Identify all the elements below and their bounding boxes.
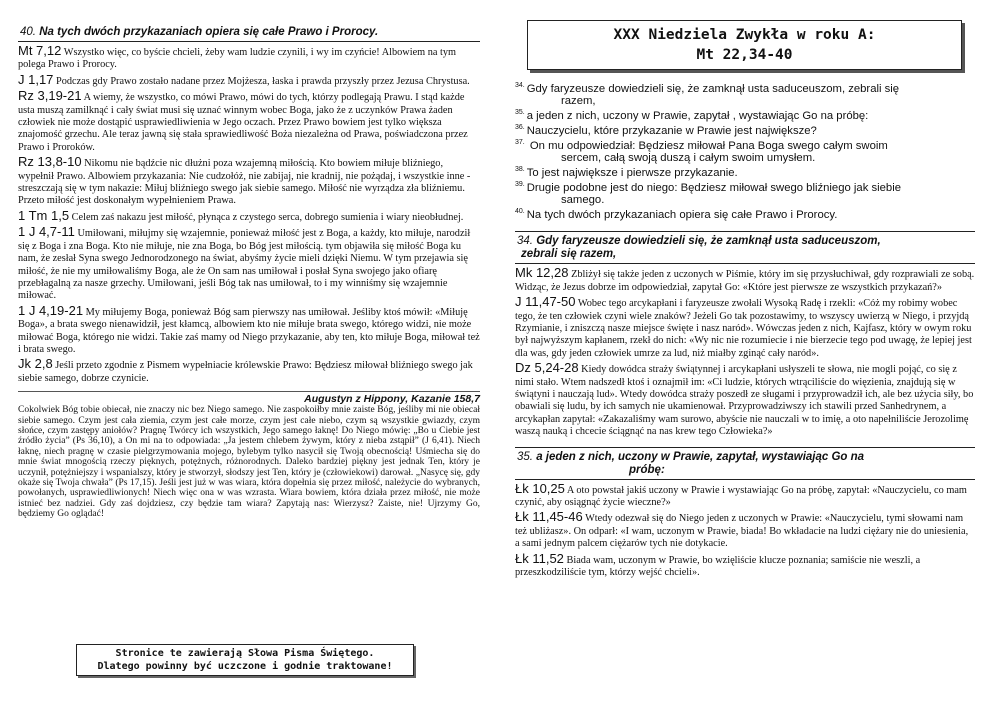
reference-citation: J 1,17	[18, 71, 54, 87]
verse-number: 37.	[515, 139, 525, 147]
reference-entry	[515, 511, 975, 550]
verse-number: 34.	[515, 82, 525, 89]
section-40-title: Na tych dwóch przykazaniach opiera się całe Prawo i Prorocy.	[39, 26, 379, 38]
gospel-verse	[515, 107, 975, 122]
verse-number: 40.	[515, 208, 525, 216]
verse-text: Gdy faryzeusze dowiedzieli się, że zamknął usta saduceuszom, zebrali się	[526, 82, 900, 95]
verse-continuation: sercem, całą swoją duszą i całym swoim umysłem.	[561, 152, 816, 165]
gospel-verses	[515, 80, 975, 221]
verse-text: On mu odpowiedział: Będziesz miłował Pana Boga swego całym swoim	[526, 139, 888, 152]
reference-text: Biada wam, uczonym w Prawie, bo wzięliście klucze poznania; samiście nie weszli, a przeszkodziliście tym, którzy wejść chcieli».	[515, 554, 921, 579]
verse-number: 39.	[515, 181, 525, 189]
reference-citation: Mk 12,28	[515, 265, 569, 281]
gospel-verse	[515, 179, 975, 206]
left-page	[18, 26, 480, 520]
reference-text: A wiemy, że wszystko, co mówi Prawo, mówi do tych, którzy podlegają Prawu. I stąd każde usta muszą zamilknąć i cały świat musi się uznać winnym wobec Boga, jako że z uczynków Prawa żaden człowiek nie może dostąpić usprawiedliwienia w Jego oczach. Przez Prawo bowiem jest tylko większa znajomość grzechu. Ale teraz jawną się stała sprawiedliwość Boża niezależna od Prawa, poświadczona przez Prawo i Proroków.	[18, 92, 468, 153]
reference-text: Jeśli przeto zgodnie z Pismem wypełniacie królewskie Prawo: Będziesz miłował bliźniego swego jak siebie samego, dobrze czynicie.	[18, 360, 473, 384]
verse-number: 35.	[515, 109, 525, 117]
reference-text: Umiłowani, miłujmy się wzajemnie, ponieważ miłość jest z Boga, a każdy, kto miłuje, narodził się z Boga i zna Boga. Kto nie miłuje, nie zna Boga, bo Bóg jest miłością. tym objawiła się miłość Boga ku nam, że zesłał Syna swego Jednorodzonego na świat, abyśmy życie mieli dzięki Niemu. W tym przejawia się miłość, że nie my umiłowaliśmy Boga, ale że On sam nas umiłował i posłał Syna swojego jako ofiarę przebłagalną za nasze grzechy. Umiłowani, jeśli Bóg tak nas umiłował, to i my winniśmy się wzajemnie miłować.	[18, 228, 471, 302]
section-35-heading	[515, 447, 975, 480]
reference-citation: J 11,47-50	[515, 294, 576, 310]
reference-text: Wobec tego arcykapłani i faryzeusze zwołali Wysoką Radę i rzekli: «Cóż my robimy wobec tego, że ten człowiek czyni wiele znaków? Jeżeli Go tak pozostawimy, to wszyscy uwierzą w Niego, i przyjdą Rzymianie, i zniszczą nasze miejsce święte i nasz naród». Wówczas jeden z nich, Kajfasz, który w owym roku był najwyższym kapłanem, rzekł do nich: «Wy nic nie rozumiecie i nie bierzecie tego pod uwagę, że lepiej jest dla was, gdy jeden człowiek umrze za lud, niż miałby zginąć cały naród».	[515, 298, 972, 359]
right-page	[515, 0, 975, 580]
gospel-verse	[515, 80, 975, 107]
reference-citation: Jk 2,8	[18, 356, 53, 372]
verse-continuation: razem,	[561, 94, 596, 107]
gospel-verse	[515, 206, 975, 221]
augustine-text: Cokolwiek Bóg tobie obiecał, nie znaczy nic bez Niego samego. Nie zaspokoiłby mnie zaiste Bóg, jeśliby mi nie obiecał siebie samego. Czym jest cała ziemia, czym jest całe morze, czym jest całe niebo, czym są wszystkie gwiazdy, czym słońce, czym zastępy aniołów? Pragnę Twórcy ich wszystkich, Jego samego łaknę! Do Niego mówię: „Bo u Ciebie jest źródło życia” (Ps 36,10), a On mi na to odpowiada: „Ja jestem chlebem żywym, który z nieba zstąpił” (J 6,41). Niech łaknę, niech pragnę w czasie pielgrzymowania mojego, bylebym tylko nasycił się Twoją obecnością! Uśmiecha się do mnie świat mnogością rzeczy pięknych, potężnych, różnorodnych. Daleko bardziej piękny jest jednak Ten, który je uczynił, potężniejszy i wspanialszy, który je stworzył, słodszy jest Ten, który je (człowiekowi) darował. „Nasycę się, gdy okaże się Twoja chwała” (Ps 17,15). Jeśli jest już w was wiara, która dopełnia się przez miłość, należycie do wybranych, powołanych, usprawiedliwionych! Niech więc ona w was wzrasta. Wiara bowiem, która działa przez miłość, nie może istnieć bez nadziei. Gdy zaś dojdziesz, czy będzie tam wiara? Zapytają nas: Wierzysz? Zaiste, nie! Ujrzymy Go, będziemy Go oglądać!	[18, 405, 480, 520]
augustine-heading: Augustyn z Hippony, Kazanie 158,7	[18, 391, 480, 405]
gospel-verse	[515, 122, 975, 137]
section-35-title-line-2: próbę:	[629, 463, 665, 476]
section-35-title-line-1: a jeden z nich, uczony w Prawie, zapytał, wystawiając Go na	[536, 450, 865, 463]
reference-citation: 1 Tm 1,5	[18, 207, 70, 223]
notice-line-1: Stronice te zawierają Słowa Pisma Świętego.	[115, 648, 375, 659]
section-34-reference-list	[515, 267, 975, 438]
title-line-1: XXX Niedziela Zwykła w roku A:	[613, 27, 876, 43]
section-40-heading	[18, 26, 480, 42]
reference-citation: Dz 5,24-28	[515, 360, 579, 376]
reference-citation: Łk 10,25	[515, 480, 565, 496]
reference-text: Celem zaś nakazu jest miłość, płynąca z czystego serca, dobrego sumienia i wiary nieobłudnej.	[71, 211, 464, 223]
verse-continuation: samego.	[561, 194, 605, 207]
reference-citation: 1 J 4,7-11	[18, 224, 75, 240]
reference-entry	[18, 45, 480, 72]
reference-entry	[515, 480, 975, 510]
notice-box	[76, 644, 414, 676]
gospel-verse	[515, 164, 975, 179]
reference-entry	[515, 550, 975, 580]
reference-entry	[18, 226, 480, 302]
section-35-number: 35.	[517, 450, 533, 463]
reference-text: Podczas gdy Prawo zostało nadane przez Mojżesza, łaska i prawda przyszły przez Jezusa Chrystusa.	[56, 75, 470, 87]
section-34-title-line-1: Gdy faryzeusze dowiedzieli się, że zamknął usta saduceuszom,	[536, 235, 881, 248]
reference-text: My miłujemy Boga, ponieważ Bóg sam pierwszy nas umiłował. Jeśliby ktoś mówił: «Miłuję Boga», a brata swego nienawidził, jest kłamcą, albowiem kto nie miłuje brata swego, którego widzi, nie może miłować Boga, którego nie widzi. Takie zaś mamy od Niego przykazanie, aby ten, kto miłuje Boga, miłował też i brata swego.	[18, 306, 480, 355]
reference-text: Zbliżył się także jeden z uczonych w Piśmie, który im się przysłuchiwał, gdy rozprawiali ze sobą. Widząc, że Jezus dobrze im odpowiedział, zapytał Go: «Które jest pierwsze ze wszystkich przykazań?»	[515, 269, 975, 293]
reference-entry	[515, 362, 975, 438]
section-34-number: 34.	[517, 235, 533, 248]
reference-citation: Rz 13,8-10	[18, 154, 82, 170]
verse-text: a jeden z nich, uczony w Prawie, zapytał , wystawiając Go na próbę:	[526, 109, 869, 122]
section-34-title-line-2: zebrali się razem,	[521, 248, 617, 261]
gospel-verse	[515, 137, 975, 164]
reference-entry	[18, 156, 480, 208]
reference-entry	[18, 358, 480, 385]
verse-number: 38.	[515, 166, 525, 174]
reference-citation: Rz 3,19-21	[18, 88, 82, 104]
reference-citation: Łk 11,52	[515, 550, 564, 566]
title-line-2: Mt 22,34-40	[696, 47, 793, 63]
reference-citation: Łk 11,45-46	[515, 509, 583, 525]
notice-line-2: Dlatego powinny być uczczone i godnie traktowane!	[97, 661, 393, 672]
verse-text: Na tych dwóch przykazaniach opiera się całe Prawo i Prorocy.	[526, 209, 838, 222]
reference-entry	[515, 267, 975, 294]
reference-citation: 1 J 4,19-21	[18, 302, 84, 318]
verse-text: To jest największe i pierwsze przykazanie.	[526, 167, 738, 180]
verse-number: 36.	[515, 124, 525, 132]
reference-text: A oto powstał jakiś uczony w Prawie i wystawiając Go na próbę, zapytał: «Nauczycielu, co mam czynić, aby osiągnąć życie wieczne?»	[515, 484, 967, 509]
reference-entry	[18, 207, 480, 224]
section-40-number: 40.	[20, 26, 36, 38]
verse-text: Nauczycielu, które przykazanie w Prawie jest największe?	[526, 124, 817, 137]
reference-text: Wszystko więc, co byście chcieli, żeby wam ludzie czynili, i wy im czyńcie! Albowiem na tym polega Prawo i Prorocy.	[18, 47, 457, 71]
left-reference-list	[18, 45, 480, 385]
reference-citation: Mt 7,12	[18, 43, 62, 58]
reference-text: Nikomu nie bądźcie nic dłużni poza wzajemną miłością. Kto bowiem miłuje bliźniego, wypełnił Prawo. Albowiem przykazania: Nie cudzołóż, nie zabijaj, nie kradnij, nie pożądaj, i wszystkie inne - streszczają się w tym nakazie: Miłuj bliźniego swego jak siebie samego. Miłość nie wyrządza zła bliźniemu. Przeto miłość jest doskonałym wypełnieniem Prawa.	[18, 158, 471, 207]
section-35-reference-list	[515, 480, 975, 580]
reference-entry	[18, 302, 480, 357]
section-34-heading	[515, 231, 975, 264]
title-box	[527, 20, 962, 70]
reference-text: Wtedy odezwał się do Niego jeden z uczonych w Prawie: «Nauczycielu, tymi słowami nam też ubliżasz». On odparł: «I wam, uczonym w Prawie, biada! Bo wkładacie na ludzi ciężary nie do uniesienia, a sami jednym palcem ciężarów tych nie dotykacie.	[515, 513, 969, 550]
reference-entry	[515, 296, 975, 360]
reference-text: Kiedy dowódca straży świątynnej i arcykapłani usłyszeli te słowa, nie mogli pojąć, co się z nimi stało. Wtem nadszedł ktoś i oznajmił im: «Ci ludzie, których wtrąciliście do więzienia, znajdują się w świątyni i nauczają lud». Wtedy dowódca straży poszedł ze sługami i przyprowadził ich, ale bez użycia siły, bo obawiali się ludu, by ich samych nie ukamienował. Przyprowadziwszy ich stawili przed Sanhedrynem, a arcykapłan zapytał: «Zakazaliśmy wam surowo, abyście nie nauczali w to imię, a oto napełniliście Jerozolimę waszą nauką i chcecie ściągnąć na nas krew tego Człowieka?»	[515, 364, 974, 438]
verse-text: Drugie podobne jest do niego: Będziesz miłował swego bliźniego jak siebie	[526, 182, 902, 195]
reference-entry	[18, 90, 480, 154]
reference-entry	[18, 71, 480, 88]
